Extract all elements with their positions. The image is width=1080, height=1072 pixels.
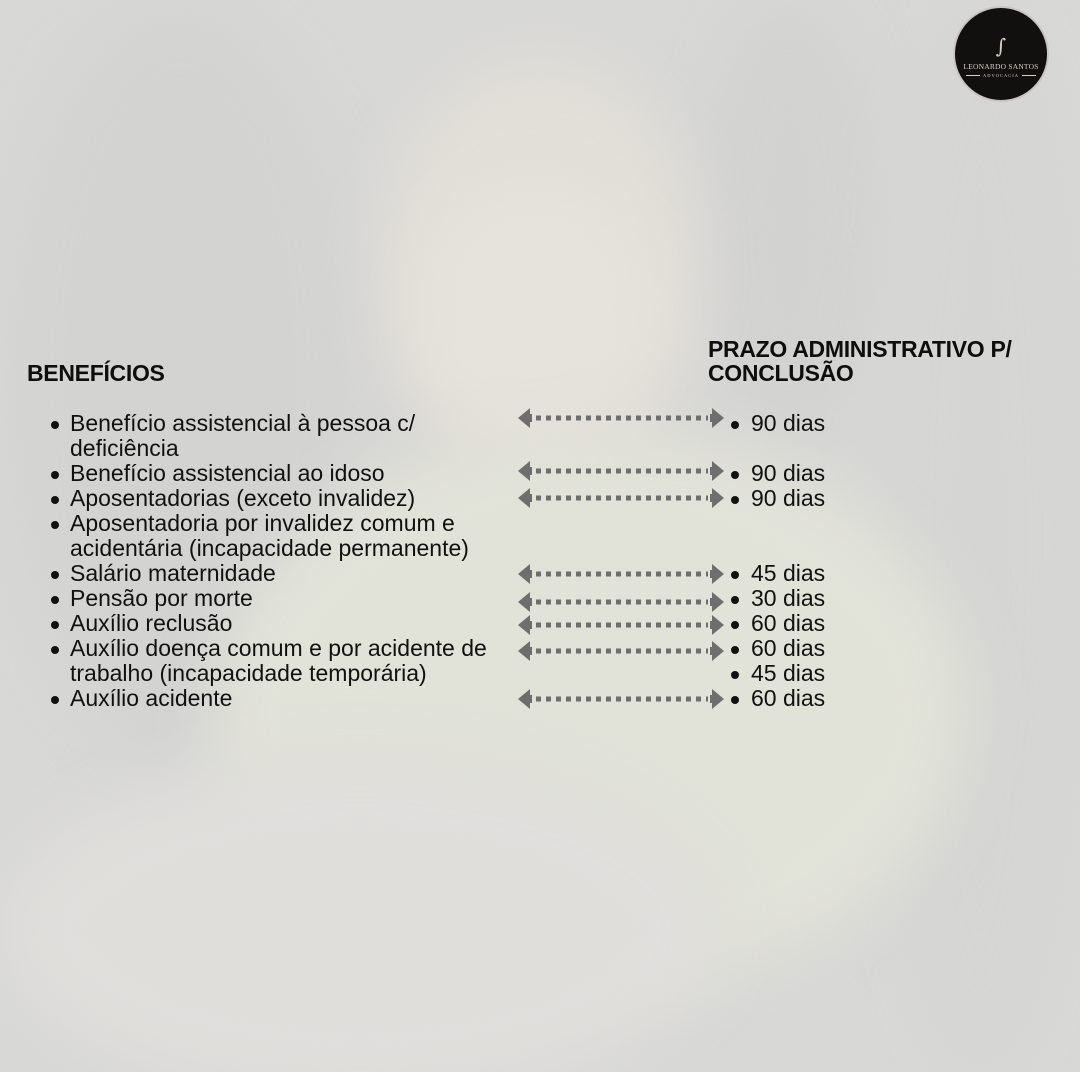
double-arrow-icon xyxy=(518,689,724,709)
logo-subtitle: ADVOCACIA xyxy=(966,73,1036,78)
list-item-empty xyxy=(728,536,825,561)
list-item: Auxílio acidente xyxy=(48,686,518,711)
double-arrow-icon xyxy=(518,564,724,584)
double-arrow-icon xyxy=(518,592,724,612)
double-arrow-icon xyxy=(518,641,724,661)
list-item: Benefício assistencial ao idoso xyxy=(48,461,518,486)
list-item: 90 dias xyxy=(728,411,825,461)
list-item: Pensão por morte xyxy=(48,586,518,611)
double-arrow-icon xyxy=(518,615,724,635)
list-item: Auxílio reclusão xyxy=(48,611,518,636)
list-item: 60 dias xyxy=(728,611,825,636)
logo-mark-icon: ∫ xyxy=(995,34,1007,58)
list-item: 30 dias xyxy=(728,586,825,611)
deadline-heading: PRAZO ADMINISTRATIVO P/ CONCLUSÃO xyxy=(708,336,1012,386)
list-item: 45 dias xyxy=(728,561,825,586)
list-item: Salário maternidade xyxy=(48,561,518,586)
double-arrow-icon xyxy=(518,461,724,481)
double-arrow-icon xyxy=(518,408,724,428)
list-item: Aposentadorias (exceto invalidez) xyxy=(48,486,518,511)
list-item: 90 dias xyxy=(728,486,825,536)
logo-name: LEONARDO SANTOS xyxy=(963,62,1039,71)
deadline-list xyxy=(728,411,825,711)
list-item: Aposentadoria por invalidez comum e acidentária (incapacidade permanente) xyxy=(48,511,518,561)
list-item: Auxílio doença comum e por acidente de trabalho (incapacidade temporária) xyxy=(48,636,518,686)
double-arrow-icon xyxy=(518,488,724,508)
law-firm-logo xyxy=(955,8,1047,100)
list-item: 60 dias xyxy=(728,636,825,661)
benefits-list xyxy=(48,411,518,711)
benefits-heading: BENEFÍCIOS xyxy=(27,360,165,386)
list-item: 60 dias xyxy=(728,686,825,711)
list-item: 45 dias xyxy=(728,661,825,686)
list-item: Benefício assistencial à pessoa c/ deficiência xyxy=(48,411,518,461)
list-item: 90 dias xyxy=(728,461,825,486)
